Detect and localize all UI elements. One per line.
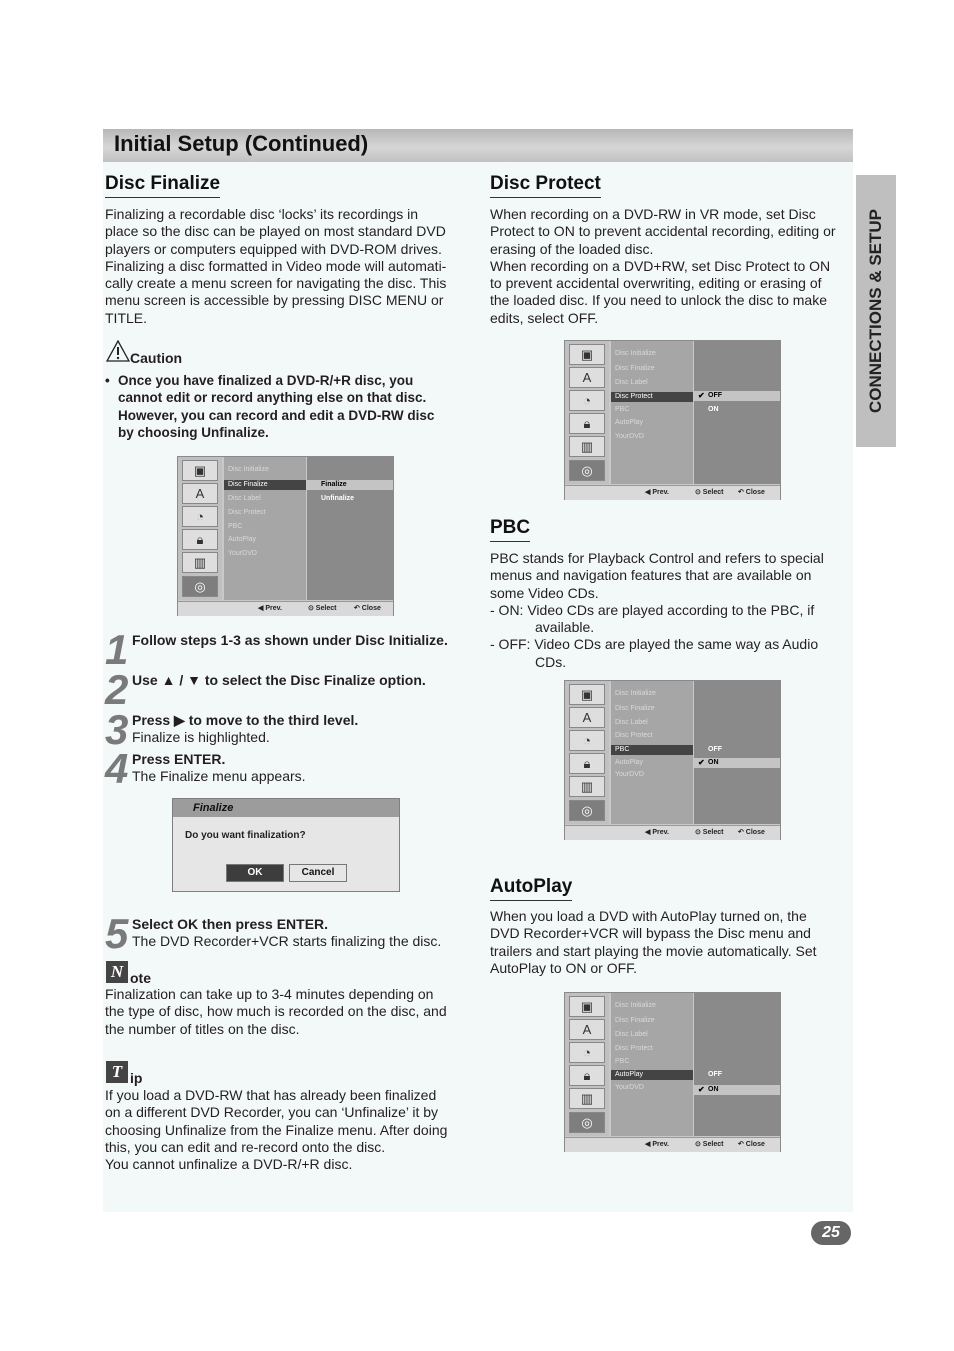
note-line: the number of titles on the disc. [105,1020,300,1037]
close-hint: ↶ Close [738,1141,765,1148]
osd-option-column [694,681,780,824]
osd-menu-column [611,681,693,824]
close-hint: ↶ Close [738,489,765,496]
menu-item: AutoPlay [615,759,644,766]
step-text: The DVD Recorder+VCR starts finalizing the disc. [132,933,442,949]
osd-option-column [307,457,393,600]
tip-line: this, you can edit and re-record onto the disc. [105,1138,386,1155]
caution-line: Once you have finalized a DVD-R/+R disc, you [118,373,414,388]
step-title: Follow steps 1-3 as shown under Disc Initialize. [132,632,448,648]
select-hint: ⊙ Select [695,489,724,496]
menu-item: Disc Label [615,1031,648,1038]
disc-icon: ◎ [569,800,605,821]
cancel-button[interactable]: Cancel [289,864,347,882]
ok-button[interactable]: OK [226,864,284,882]
menu-item: Disc Finalize [615,365,655,372]
osd-icon-column [565,341,609,484]
menu-item: Disc Protect [228,509,266,516]
disc-protect-heading: Disc Protect [490,173,601,198]
lock-icon: 🔒︎ [569,1065,605,1086]
note-line: the type of disc, how much is recorded on the disc, and [105,1003,447,1020]
step-number: 3 [105,706,129,753]
intro-line: TITLE. [105,309,148,326]
osd-option-column [694,341,780,484]
caution-bullet: • [105,373,110,388]
menu-item: YourDVD [228,550,257,557]
autoplay-line: AutoPlay to ON or OFF. [490,959,638,976]
title-bar [103,129,853,162]
audio-icon: ◔ [569,1042,605,1063]
disc-icon: ◎ [182,576,218,597]
record-icon: ▥ [569,776,605,797]
osd-menu-column [611,341,693,484]
intro-line: place so the disc can be played on most standard DVD [105,223,446,240]
osd-footer [565,485,780,500]
autoplay-line: trailers and start playing the movie automatically. Set [490,942,817,959]
record-icon: ▥ [569,1088,605,1109]
menu-item: Disc Label [615,379,648,386]
pbc-line: menus and navigation features that are available on [490,567,812,584]
language-icon: A [182,483,218,504]
intro-line: players or computers equipped with DVD-ROM drives. [105,240,442,257]
select-hint: ⊙ Select [695,1141,724,1148]
checkmark-icon: ✔ [698,1085,705,1094]
audio-icon: ◔ [182,506,218,527]
intro-line: cally create a menu screen for navigating the disc. This [105,275,447,292]
close-hint: ↶ Close [738,829,765,836]
option-on [694,758,780,768]
caution-line: However, you can record and edit a DVD-RW disc [118,407,435,423]
option-finalize: Finalize [307,480,393,490]
disc-protect-text [490,206,852,327]
step-title: Press ▶ to move to the third level. [132,712,359,728]
language-icon: A [569,1019,605,1040]
checkmark-icon: ✔ [698,391,705,400]
pbc-line: some Video CDs. [490,584,599,601]
note-line: Finalization can take up to 3-4 minutes depending on [105,986,434,1002]
menu-item: YourDVD [615,771,644,778]
menu-item: Disc Protect [615,732,653,739]
caution-line: cannot edit or record anything else on that disc. [118,390,427,406]
menu-item: YourDVD [615,1084,644,1091]
tv-icon: ▣ [569,344,605,365]
menu-item: PBC [615,1058,630,1065]
pbc-line: PBC stands for Playback Control and refers to special [490,550,824,566]
audio-icon: ◔ [569,730,605,751]
osd-icon-column [565,993,609,1136]
dialog-title: Finalize [193,802,234,814]
lock-icon: 🔒︎ [569,753,605,774]
menu-item-selected: AutoPlay [611,1070,693,1080]
select-hint: ⊙ Select [308,605,337,612]
caution-text [118,372,468,441]
osd-footer [565,1137,780,1152]
osd-option-column [694,993,780,1136]
menu-item: Disc Initialize [615,350,656,357]
caution-icon [106,340,130,362]
record-icon: ▥ [182,552,218,573]
osd-footer [565,825,780,840]
finalize-dialog [172,798,400,892]
osd-icon-column [178,457,222,600]
select-hint: ⊙ Select [695,829,724,836]
osd-pbc-screen [564,680,781,840]
tip-text [105,1087,470,1173]
record-icon: ▥ [569,436,605,457]
osd-autoplay-screen [564,992,781,1152]
menu-item: PBC [615,406,630,413]
intro-line: Finalizing a disc formatted in Video mode will automati- [105,257,447,274]
protect-line: edits, select OFF. [490,309,599,326]
tip-line: choosing Unfinalize from the Finalize menu. After doing [105,1121,448,1138]
lock-icon: 🔒︎ [569,413,605,434]
protect-line: When recording on a DVD+RW, set Disc Protect to ON [490,257,831,274]
page-number: 25 [811,1221,851,1245]
tv-icon: ▣ [569,684,605,705]
note-label: ote [130,970,151,986]
tv-icon: ▣ [182,460,218,481]
autoplay-line: When you load a DVD with AutoPlay turned on, the [490,908,807,924]
note-text [105,986,470,1038]
menu-item: Disc Label [615,719,648,726]
protect-line: to prevent accidental overwriting, editing or erasing of [490,275,822,292]
step-number: 4 [105,745,129,792]
intro-line: menu screen is accessible by pressing DISC MENU or [105,292,444,309]
page-title: Initial Setup (Continued) [114,131,369,156]
protect-line: When recording on a DVD-RW in VR mode, set Disc [490,206,816,222]
pbc-item: - OFF: Video CDs are played the same way as Audio [490,636,819,653]
option-label: ON [708,759,719,766]
autoplay-line: DVD Recorder+VCR will bypass the Disc menu and [490,925,811,942]
menu-item: Disc Initialize [615,690,656,697]
language-icon: A [569,707,605,728]
step-text: Finalize is highlighted. [132,729,270,745]
menu-item-selected: PBC [611,745,693,755]
osd-disc-protect-screen [564,340,781,500]
caution-line: by choosing Unfinalize. [118,424,269,440]
close-hint: ↶ Close [354,605,381,612]
prev-hint: ◀ Prev. [645,1141,669,1148]
step-number: 5 [105,910,129,957]
step-title: Press ENTER. [132,751,226,767]
pbc-item-continued: available. [535,619,595,636]
menu-item: Disc Protect [615,1045,653,1052]
disc-finalize-heading: Disc Finalize [105,173,220,198]
disc-icon: ◎ [569,1112,605,1133]
menu-item: AutoPlay [615,419,644,426]
dialog-header [173,799,399,817]
menu-item: Disc Initialize [228,466,269,473]
section-side-tab [856,175,896,447]
menu-item: PBC [228,523,243,530]
protect-line: Protect to ON to prevent accidental recording, editing or [490,223,836,240]
pbc-item-continued: CDs. [535,653,567,670]
protect-line: the loaded disc. If you need to unlock the disc to make [490,292,827,309]
option-unfinalize: Unfinalize [321,495,355,502]
option-off: OFF [708,746,722,753]
note-icon: N [106,961,128,983]
menu-item: AutoPlay [228,536,257,543]
prev-hint: ◀ Prev. [645,829,669,836]
prev-hint: ◀ Prev. [258,605,282,612]
step-number: 2 [105,666,129,713]
lock-icon: 🔒︎ [182,529,218,550]
osd-menu-column [611,993,693,1136]
option-label: OFF [708,392,722,399]
option-off [694,391,780,401]
checkmark-icon: ✔ [698,758,705,767]
prev-hint: ◀ Prev. [645,489,669,496]
tip-line: If you load a DVD-RW that has already been finalized [105,1087,437,1103]
audio-icon: ◔ [569,390,605,411]
pbc-text [490,550,852,671]
side-tab-label: CONNECTIONS & SETUP [866,208,885,414]
step-title: Select OK then press ENTER. [132,916,329,932]
option-off: OFF [708,1071,722,1078]
tip-line: You cannot unfinalize a DVD-R/+R disc. [105,1156,353,1173]
protect-line: erasing of the loaded disc. [490,240,654,257]
osd-icon-column [565,681,609,824]
osd-menu-column [224,457,306,600]
option-on [694,1085,780,1095]
tip-label: ip [130,1070,143,1086]
option-on: ON [708,406,719,413]
pbc-item: - ON: Video CDs are played according to the PBC, if [490,601,815,618]
step-title: Use ▲ / ▼ to select the Disc Finalize option. [132,672,426,688]
menu-item: Disc Initialize [615,1002,656,1009]
step-number: 1 [105,626,129,673]
autoplay-text [490,908,852,977]
osd-finalize-screen [177,456,394,616]
dialog-question: Do you want finalization? [185,830,306,841]
autoplay-heading: AutoPlay [490,876,572,901]
menu-item: YourDVD [615,433,644,440]
menu-item-selected: Disc Finalize [224,480,306,490]
intro-line: Finalizing a recordable disc ‘locks’ its recordings in [105,206,419,222]
osd-footer [178,601,393,616]
pbc-heading: PBC [490,517,530,542]
caution-label: Caution [130,350,183,366]
option-label: ON [708,1086,719,1093]
language-icon: A [569,367,605,388]
tv-icon: ▣ [569,996,605,1017]
menu-item: Disc Label [228,495,261,502]
menu-item-selected: Disc Protect [611,392,693,402]
disc-icon: ◎ [569,460,605,481]
disc-finalize-intro [105,206,465,327]
menu-item: Disc Finalize [615,1017,655,1024]
menu-item: Disc Finalize [615,705,655,712]
tip-icon: T [106,1061,128,1083]
step-text: The Finalize menu appears. [132,768,306,784]
tip-line: on a different DVD Recorder, you can ‘Unfinalize’ it by [105,1104,439,1121]
